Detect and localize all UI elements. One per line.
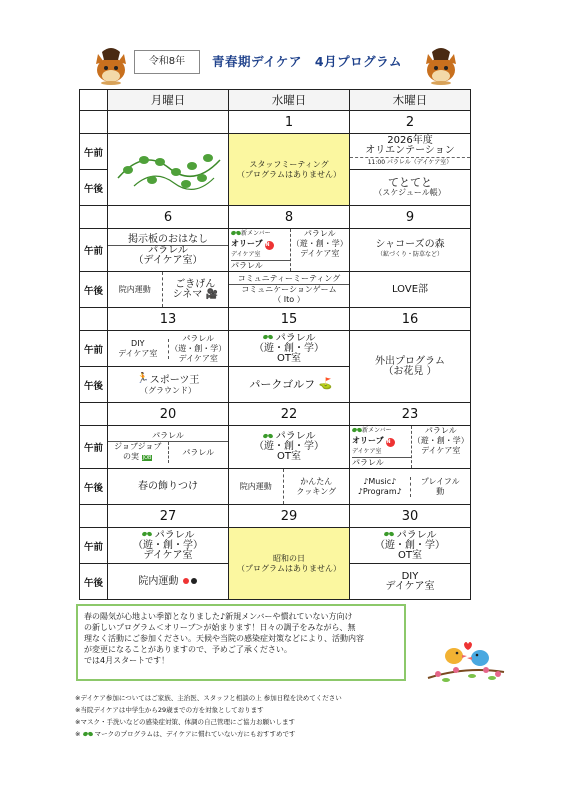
am-label: 午前 xyxy=(80,331,108,367)
notice-line: 理なく活動にご参加ください。天候や当院の感染症対策などにより、活動内容 xyxy=(84,634,364,643)
date-row-spacer xyxy=(80,111,108,134)
am-label: 午前 xyxy=(80,426,108,469)
in-hospital-exercise-label: 院内運動 xyxy=(108,577,228,587)
diy-label: DIY xyxy=(131,338,145,348)
playful-label: プレイフル xyxy=(420,476,460,486)
ground-label: （グラウンド） xyxy=(140,385,196,395)
easy-label: かんたん xyxy=(300,476,333,486)
parallel-type-label: （遊・創・学） xyxy=(254,441,324,452)
sprout-icon xyxy=(263,433,273,440)
date-cell: 22 xyxy=(229,403,350,426)
footnote: ※デイケア参加についてはご家族、主治医、スタッフと相談の上 参加日程を決めてください xyxy=(75,694,342,702)
wed-1-cell xyxy=(229,134,350,206)
thu-9-am-cell xyxy=(350,229,471,272)
ito-label: （ Ito ） xyxy=(273,295,305,304)
parallel-label: パラレル xyxy=(182,447,215,457)
ball-icon xyxy=(191,578,197,584)
thu-23-am-cell xyxy=(350,426,471,469)
room-label: （デイケア室） xyxy=(133,254,203,266)
thu-2-pm-cell xyxy=(350,170,471,206)
parallel-label: パラレル xyxy=(231,260,290,271)
room-label: デイケア室 xyxy=(421,446,461,455)
sprout-icon xyxy=(352,427,362,434)
thu-9-pm-cell xyxy=(350,272,471,308)
shakoz-forest-label: シャコーズの森 xyxy=(375,239,445,250)
parallel-note: 11:00 パラレル（デイケア室） xyxy=(350,157,470,168)
diy-label: DIY xyxy=(401,570,419,582)
room-label: デイケア室 xyxy=(118,348,158,358)
golfer-icon: ⛳ xyxy=(318,376,333,390)
date-cell: 29 xyxy=(229,505,350,528)
new-member-badge: 新メンバー xyxy=(231,229,290,239)
schedule-table xyxy=(79,89,471,600)
pm-label: 午後 xyxy=(80,272,108,308)
date-row-spacer xyxy=(80,206,108,229)
showa-day-label: 昭和の日 xyxy=(273,553,305,563)
jobjob-fruit-label: の実 JOB xyxy=(123,452,152,461)
sprout-icon xyxy=(263,334,273,341)
date-cell: 6 xyxy=(108,206,229,229)
notice-box xyxy=(76,604,406,681)
staff-meeting-label: スタッフミーティング xyxy=(249,159,329,169)
room-label: デイケア室 xyxy=(231,251,261,258)
date-cell: 15 xyxy=(229,308,350,331)
date-cell: 2 xyxy=(350,111,471,134)
notice-line: では4月スタートです！ xyxy=(84,656,170,665)
parallel-label: パラレル xyxy=(182,333,215,343)
camera-icon: 🎥 xyxy=(205,288,218,300)
parallel-label: パラレル xyxy=(148,244,188,256)
new-badge-icon: N xyxy=(386,438,395,447)
playful-suffix-label: 動 xyxy=(436,486,445,496)
mon-27-pm-cell xyxy=(108,564,229,600)
jobjob-label: ジョブジョブ xyxy=(114,442,162,451)
parallel-label: パラレル xyxy=(108,531,228,541)
thu-2-am-cell xyxy=(350,134,471,170)
parallel-label: パラレル xyxy=(229,334,349,344)
date-cell: 16 xyxy=(350,308,471,331)
parallel-type-label: （遊・創・学） xyxy=(291,239,348,248)
date-row-spacer xyxy=(80,403,108,426)
footnotes xyxy=(75,692,342,740)
notice-line: の新しいプログラム＜オリーブ＞が始まります！日々の調子をみながら、無 xyxy=(84,623,356,632)
date-cell: 20 xyxy=(108,403,229,426)
parallel-label: パラレル xyxy=(352,457,411,468)
no-program-note: （プログラムはありません） xyxy=(237,169,341,179)
wed-22-am-cell xyxy=(229,426,350,469)
ivy-vine-icon xyxy=(114,138,224,198)
parallel-type-label: （遊・創・学） xyxy=(254,342,324,354)
room-label: デイケア室 xyxy=(143,549,193,561)
community-meeting-label: コミュニティーミーティング xyxy=(229,274,349,285)
new-member-badge: 新メンバー xyxy=(352,426,411,436)
am-label: 午前 xyxy=(80,134,108,170)
mascot-horse-icon xyxy=(418,40,464,86)
date-cell xyxy=(108,111,229,134)
footnote: ※当院デイケアは中学生から29歳までの方を対象としております xyxy=(75,706,264,714)
date-row-spacer xyxy=(80,505,108,528)
date-cell: 30 xyxy=(350,505,471,528)
thu-23-pm-cell xyxy=(350,469,471,505)
day-header-mon: 月曜日 xyxy=(108,90,229,111)
mon-27-am-cell xyxy=(108,528,229,564)
wed-15-pm-cell xyxy=(229,367,350,403)
mon-13-pm-cell xyxy=(108,367,229,403)
thu-30-pm-cell xyxy=(350,564,471,600)
hanami-label: （お花見 ） xyxy=(383,365,437,377)
pm-label: 午後 xyxy=(80,564,108,600)
room-label: OT室 xyxy=(277,451,301,462)
tetoteto-label: てとてと xyxy=(388,175,432,189)
olive-program-label: オリーブ N xyxy=(352,436,411,447)
date-cell: 1 xyxy=(229,111,350,134)
page-title: 青春期デイケア 4月プログラム xyxy=(212,54,402,69)
program-label: ♪Program♪ xyxy=(357,486,402,496)
parallel-label: パラレル xyxy=(229,432,349,442)
fiscal-year-label: 2026年度 xyxy=(387,134,433,146)
day-header-thu: 木曜日 xyxy=(350,90,471,111)
wed-29-cell xyxy=(229,528,350,600)
sprout-icon xyxy=(384,531,394,538)
vine-illustration-cell xyxy=(108,134,229,206)
parallel-type-label: （遊・創・学） xyxy=(412,436,469,445)
sprout-icon xyxy=(231,230,241,237)
date-row-spacer xyxy=(80,308,108,331)
orientation-label: オリエンテーション xyxy=(365,144,455,156)
schedule-book-note: （スケジュール帳） xyxy=(374,187,446,197)
birds-on-branch-icon xyxy=(426,630,506,690)
love-club-label: LOVE部 xyxy=(391,283,429,295)
mon-13-am-cell xyxy=(108,331,229,367)
room-label: OT室 xyxy=(398,549,422,561)
pm-label: 午後 xyxy=(80,469,108,505)
room-label: デイケア室 xyxy=(178,353,218,363)
job-badge: JOB xyxy=(142,455,152,461)
header xyxy=(0,0,565,90)
gokigen-label: ごきげん xyxy=(175,278,216,290)
mon-6-pm-cell xyxy=(108,272,229,308)
ball-icon xyxy=(183,578,189,584)
park-golf-label: パークゴルフ ⛳ xyxy=(249,376,333,391)
corner-cell xyxy=(80,90,108,111)
new-badge-icon: N xyxy=(265,241,274,250)
sports-king-label: 🏃 スポーツ王 xyxy=(136,372,200,386)
spring-decoration-label: 春の飾りつけ xyxy=(138,480,198,492)
in-hospital-exercise-label: 院内運動 xyxy=(229,469,284,504)
room-label: デイケア室 xyxy=(352,448,382,455)
room-label: OT室 xyxy=(277,352,301,364)
wed-8-am-cell xyxy=(229,229,350,272)
sprout-icon xyxy=(142,531,152,538)
cinema-label: シネマ 🎥 xyxy=(172,288,218,300)
wed-22-pm-cell xyxy=(229,469,350,505)
notice-line: が変更になることがありますので、予めご了承ください。 xyxy=(84,645,292,654)
parallel-type-label: （遊・創・学） xyxy=(133,539,203,551)
day-header-wed: 水曜日 xyxy=(229,90,350,111)
no-program-note: （プログラムはありません） xyxy=(237,563,341,573)
parallel-label: パラレル xyxy=(350,531,470,541)
parallel-type-label: （遊・創・学） xyxy=(170,343,227,353)
parallel-type-label: （遊・創・学） xyxy=(375,539,445,551)
mon-20-am-cell xyxy=(108,426,229,469)
date-cell: 27 xyxy=(108,505,229,528)
thu-16-cell xyxy=(350,331,471,403)
sprout-icon xyxy=(83,731,93,738)
pm-label: 午後 xyxy=(80,367,108,403)
cooking-label: クッキング xyxy=(296,486,337,496)
am-label: 午前 xyxy=(80,528,108,564)
pm-label: 午後 xyxy=(80,170,108,206)
footnote: ※マスク・手洗いなどの感染症対策、体調の自己管理にご協力お願いします xyxy=(75,718,295,726)
date-cell: 23 xyxy=(350,403,471,426)
shakoz-forest-note: （鉱づくり・防草など） xyxy=(376,251,443,258)
room-label: デイケア室 xyxy=(385,580,435,592)
mascot-horse-icon xyxy=(88,40,134,86)
footnote: ※ マークのプログラムは、デイケアに慣れていない方にもおすすめです xyxy=(75,730,296,738)
am-label: 午前 xyxy=(80,229,108,272)
mon-6-am-cell xyxy=(108,229,229,272)
in-hospital-exercise-label: 院内運動 xyxy=(108,272,163,307)
wed-15-am-cell xyxy=(229,331,350,367)
notice-line: 春の陽気が心地よい季節となりました♪新規メンバーや慣れていない方向け xyxy=(84,612,353,621)
room-label: デイケア室 xyxy=(300,249,340,258)
bulletin-talk-label: 掲示板のおはなし xyxy=(108,235,228,246)
parallel-label: パラレル xyxy=(108,431,228,442)
parallel-label: パラレル xyxy=(424,426,457,435)
date-cell: 13 xyxy=(108,308,229,331)
music-label: ♪Music♪ xyxy=(363,476,397,486)
runner-icon: 🏃 xyxy=(136,372,150,384)
date-cell: 9 xyxy=(350,206,471,229)
outing-program-label: 外出プログラム xyxy=(375,355,445,367)
thu-30-am-cell xyxy=(350,528,471,564)
reiwa-year-label: 令和8年 xyxy=(134,50,200,74)
parallel-label: パラレル xyxy=(303,229,336,238)
communication-game-label: コミュニケーションゲーム xyxy=(241,285,337,294)
mon-20-pm-cell xyxy=(108,469,229,505)
wed-8-pm-cell xyxy=(229,272,350,308)
olive-program-label: オリーブ N xyxy=(231,239,290,250)
date-cell: 8 xyxy=(229,206,350,229)
